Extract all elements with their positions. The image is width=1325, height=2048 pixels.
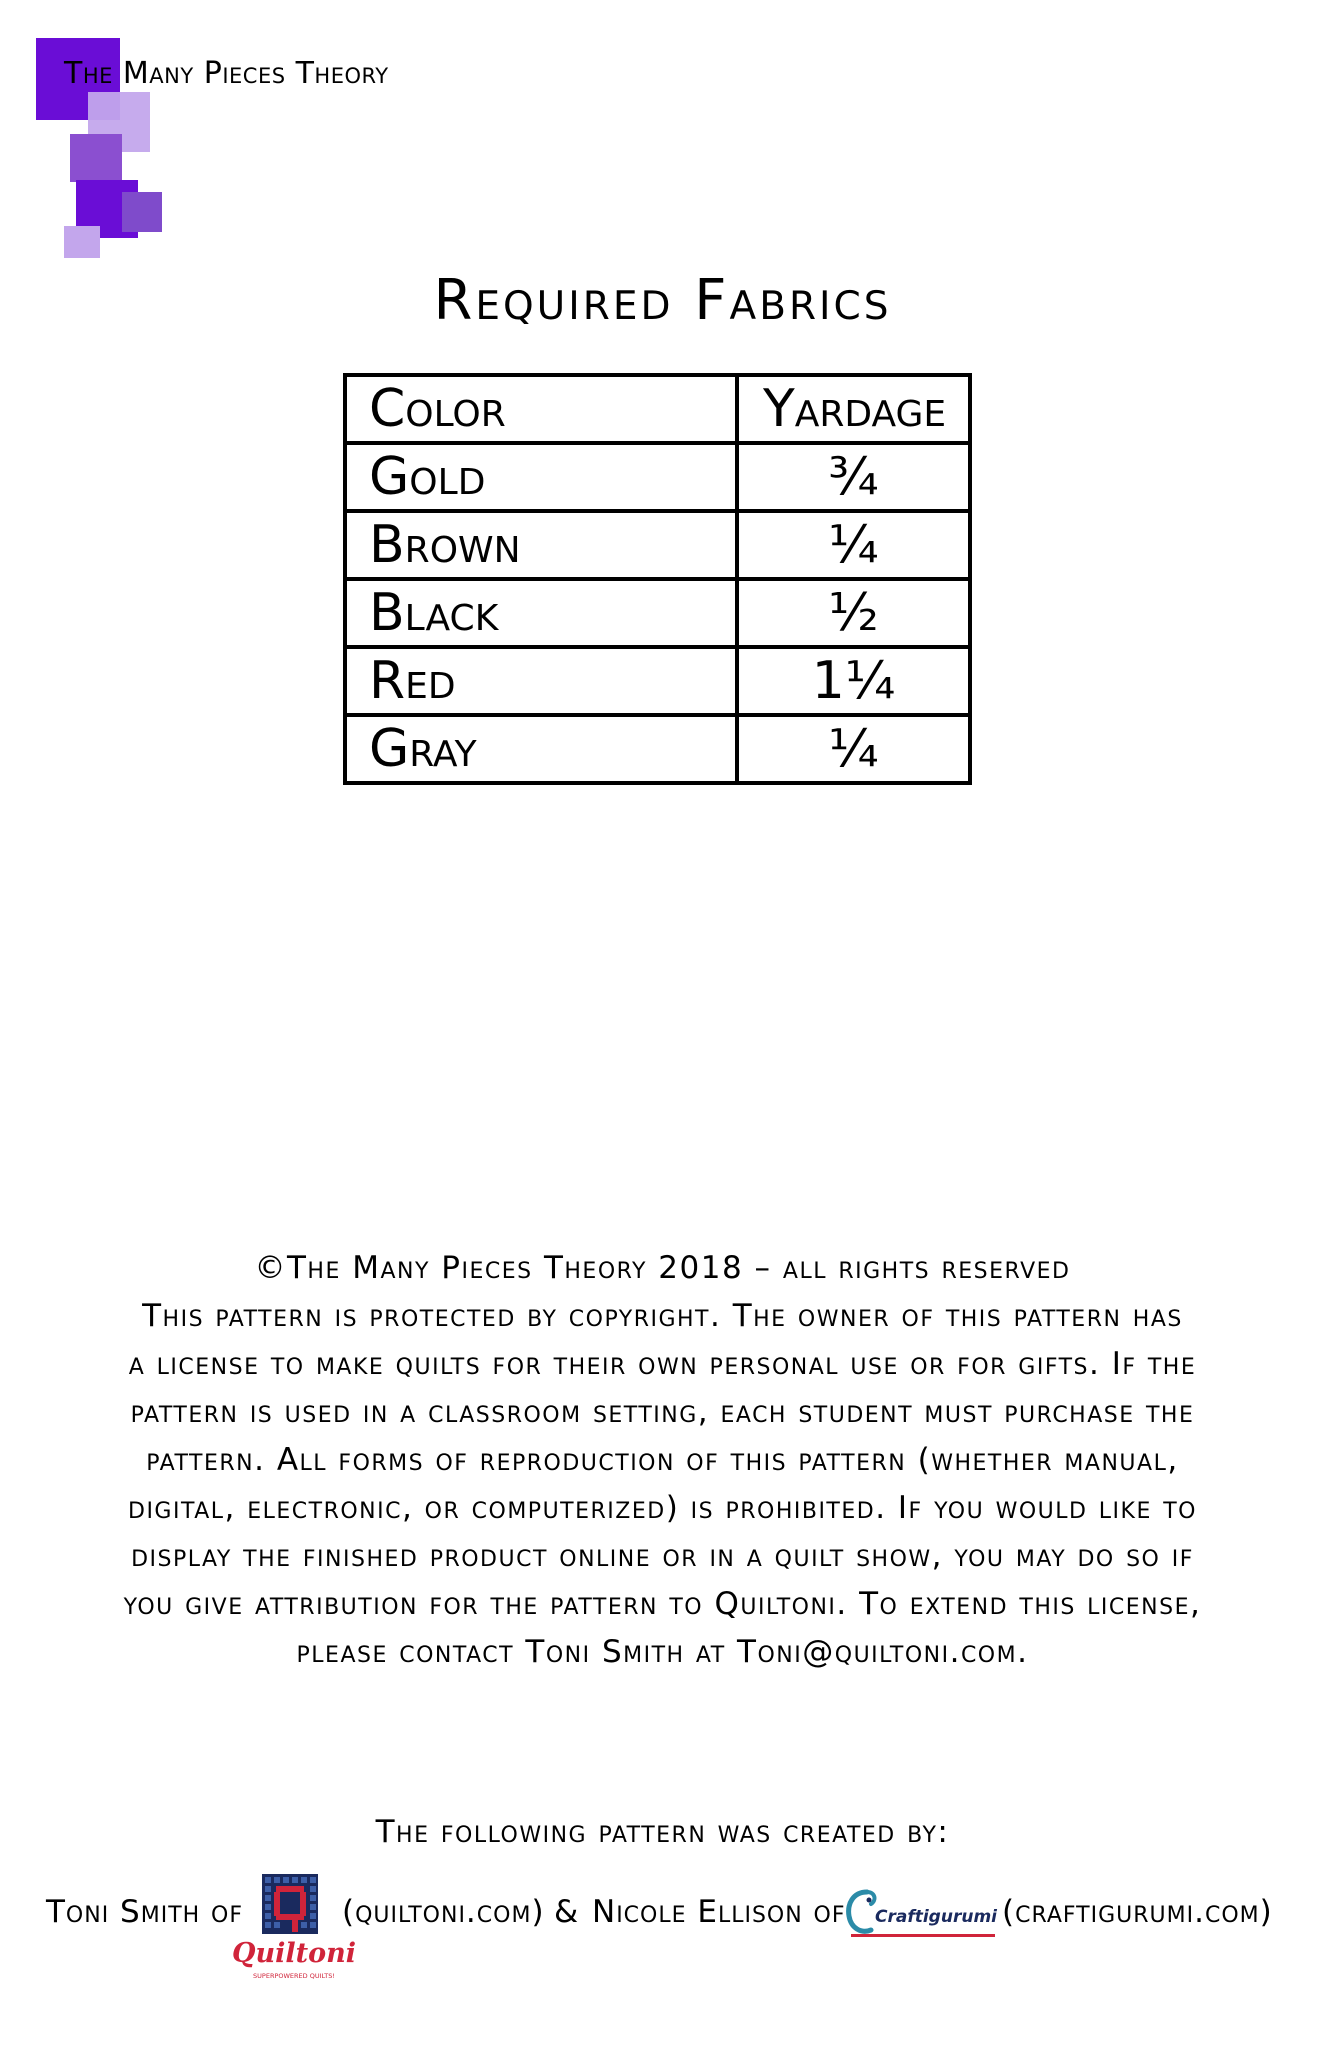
copyright-line: ©The Many Pieces Theory 2018 – all rights reserved xyxy=(254,1250,1071,1286)
fabric-yardage: ¾ xyxy=(737,443,970,511)
fabric-color: Gray xyxy=(345,715,737,783)
ampersand: & xyxy=(554,1894,580,1930)
fabric-color: Brown xyxy=(345,511,737,579)
fabric-yardage: ¼ xyxy=(737,715,970,783)
fabric-yardage: ¼ xyxy=(737,511,970,579)
table-header-row xyxy=(345,375,970,443)
brand-title: The Many Pieces Theory xyxy=(64,56,389,91)
credits-title: The following pattern was created by: xyxy=(375,1814,950,1850)
quiltoni-logo-tagline: SUPERPOWERED QUILTS! xyxy=(253,1972,335,1980)
logo-square-3 xyxy=(70,134,122,182)
logo-square-5 xyxy=(122,192,162,232)
craftigurumi-logo xyxy=(845,1886,997,1946)
author-2-site: (craftigurumi.com) xyxy=(1002,1894,1273,1930)
logo-square-6 xyxy=(64,226,100,258)
quiltoni-logo-text: Quiltoni xyxy=(231,1938,357,1969)
author-2: Nicole Ellison of xyxy=(592,1894,846,1930)
column-header-yardage: Yardage xyxy=(737,375,970,443)
license-line: This pattern is protected by copyright. The owner of this pattern has xyxy=(142,1298,1183,1334)
license-line: you give attribution for the pattern to Quiltoni. To extend this license, xyxy=(123,1586,1202,1622)
craftigurumi-logo-text: Craftigurumi xyxy=(875,1907,997,1927)
author-1: Toni Smith of xyxy=(46,1894,244,1930)
fabric-color: Gold xyxy=(345,443,737,511)
fabric-yardage: ½ xyxy=(737,579,970,647)
license-line: pattern is used in a classroom setting, each student must purchase the xyxy=(130,1394,1195,1430)
fabric-yardage: 1¼ xyxy=(737,647,970,715)
license-line: pattern. All forms of reproduction of this pattern (whether manual, xyxy=(146,1442,1179,1478)
quiltoni-logo xyxy=(222,1874,357,1984)
fabric-color: Red xyxy=(345,647,737,715)
table-row xyxy=(345,715,970,783)
table-row xyxy=(345,647,970,715)
fabric-color: Black xyxy=(345,579,737,647)
license-line: a license to make quilts for their own personal use or for gifts. If the xyxy=(128,1346,1197,1382)
page-title: Required Fabrics xyxy=(433,268,892,333)
table-row xyxy=(345,511,970,579)
license-line: display the finished product online or in a quilt show, you may do so if xyxy=(131,1538,1194,1574)
table-row xyxy=(345,579,970,647)
license-line: digital, electronic, or computerized) is prohibited. If you would like to xyxy=(128,1490,1197,1526)
copyright-notice xyxy=(30,1244,1295,1676)
table-row xyxy=(345,443,970,511)
author-1-site: (quiltoni.com) xyxy=(342,1894,545,1930)
column-header-color: Color xyxy=(345,375,737,443)
license-line: please contact Toni Smith at Toni@quiltoni.com. xyxy=(296,1634,1029,1670)
fabric-table xyxy=(343,373,972,785)
